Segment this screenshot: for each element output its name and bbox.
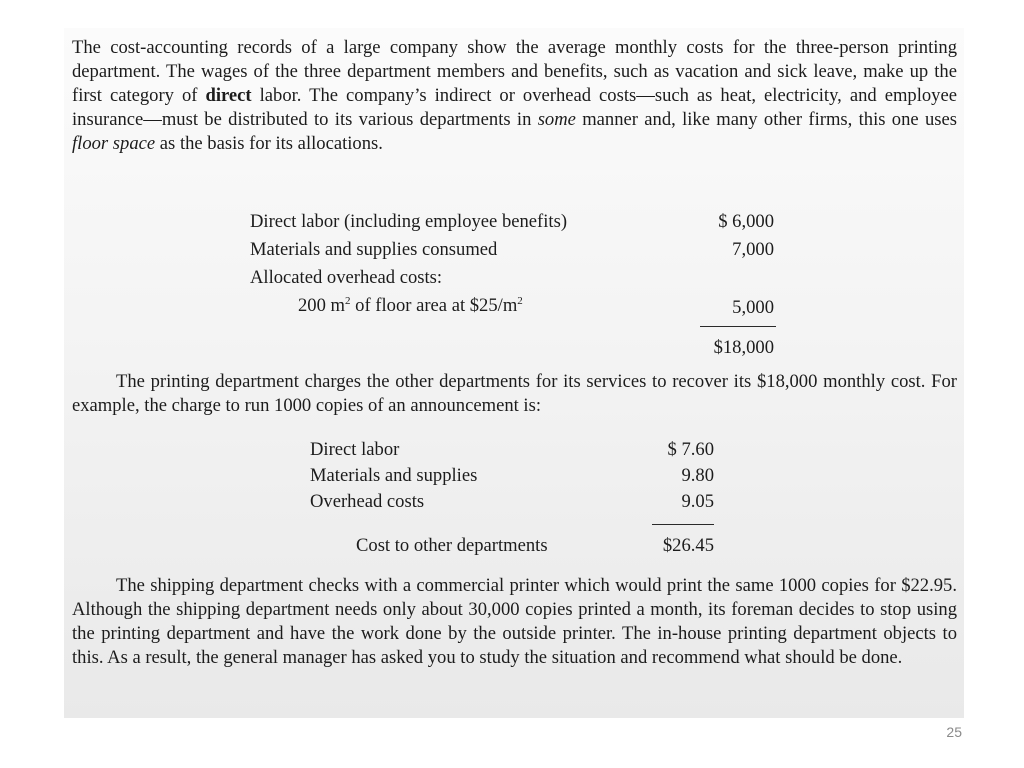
floor-area-prefix: 200 m bbox=[298, 295, 346, 316]
intro-text-part4: as the basis for its allocations. bbox=[155, 133, 383, 154]
floor-space-emphasis: floor space bbox=[72, 133, 156, 154]
total-rule bbox=[700, 326, 776, 327]
overhead-label: Allocated overhead costs: bbox=[250, 267, 443, 288]
charge-overhead-label: Overhead costs bbox=[310, 491, 425, 512]
direct-labor-label: Direct labor (including employee benefits) bbox=[250, 211, 568, 232]
scanned-textbook-page bbox=[64, 28, 964, 718]
intro-text-part3: manner and, like many other firms, this one uses bbox=[575, 109, 957, 130]
materials-label: Materials and supplies consumed bbox=[250, 239, 498, 260]
charge-total-label: Cost to other departments bbox=[356, 535, 548, 556]
charge-overhead-value: 9.05 bbox=[681, 491, 714, 512]
direct-labor-value: $ 6,000 bbox=[718, 211, 774, 232]
intro-text-part1: The cost-accounting records of a large company show the average monthly costs for the three-person printing department. The wages of the three department members and benefits, such as vacation and sick leave, make up the first category of bbox=[72, 37, 957, 106]
charge-total-rule bbox=[652, 524, 714, 525]
materials-value: 7,000 bbox=[732, 239, 774, 260]
shipping-paragraph: The shipping department checks with a commercial printer which would print the same 1000 copies for $22.95. Although the shipping department needs only about 30,000 copies printed a month, its foreman decides to stop using the printing department and have the work done by the outside printer. The in-house printing department objects to this. As a result, the general manager has asked you to study the situation and recommend what should be done. bbox=[72, 575, 957, 668]
floor-area-label bbox=[298, 294, 523, 318]
floor-area-superscript: 2 bbox=[345, 295, 351, 307]
charge-direct-labor-label: Direct labor bbox=[310, 439, 400, 460]
charge-direct-labor-value: $ 7.60 bbox=[667, 439, 714, 460]
intro-paragraph bbox=[72, 36, 957, 156]
charge-total-value: $26.45 bbox=[662, 535, 714, 556]
floor-area-value: 5,000 bbox=[732, 297, 774, 318]
floor-area-middle: of floor area at $25/m bbox=[350, 295, 518, 316]
page-number: 25 bbox=[946, 724, 962, 740]
charges-paragraph: The printing department charges the other departments for its services to recover its $18,000 monthly cost. For example, the charge to run 1000 copies of an announcement is: bbox=[72, 371, 957, 416]
charge-materials-label: Materials and supplies bbox=[310, 465, 478, 486]
floor-area-superscript-2: 2 bbox=[517, 295, 523, 307]
some-emphasis: some bbox=[537, 109, 576, 130]
intro-text-part2: labor. The company’s indirect or overhead costs—such as heat, electricity, and employee insurance—must be distributed to its various departments in bbox=[72, 85, 957, 130]
monthly-total-value: $18,000 bbox=[713, 337, 774, 358]
charge-materials-value: 9.80 bbox=[681, 465, 714, 486]
direct-emphasis: direct bbox=[205, 85, 252, 106]
